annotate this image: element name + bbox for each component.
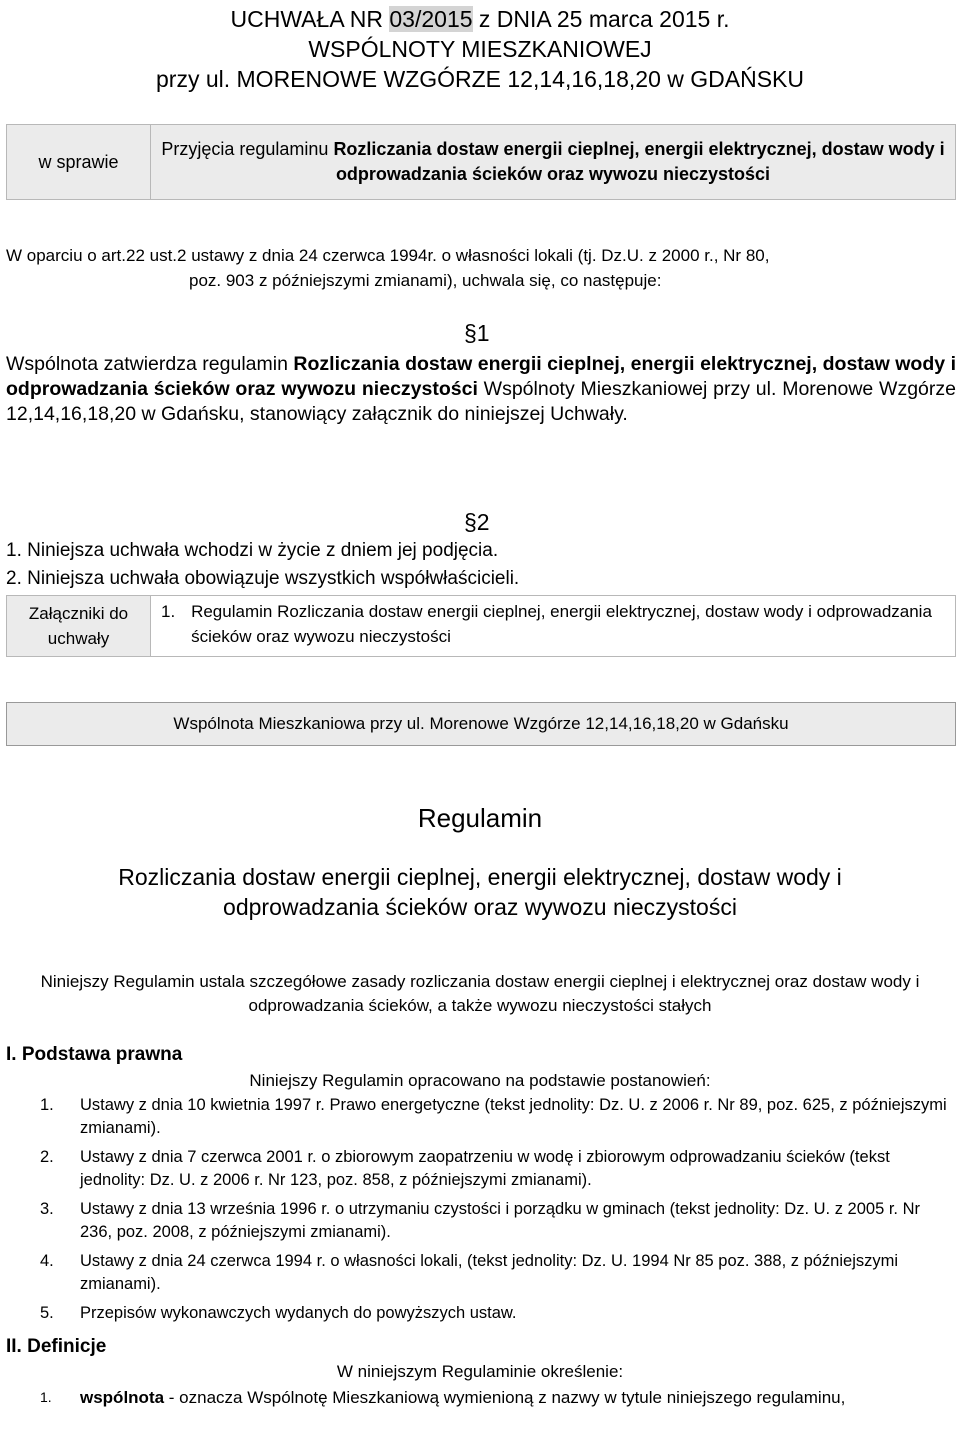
legal-basis-line-1: W oparciu o art.22 ust.2 ustawy z dnia 24 czerwca 1994r. o własności lokali (tj. Dz.U. z 2000 r., Nr 80,	[6, 246, 770, 265]
regulation-subtitle: Rozliczania dostaw energii cieplnej, energii elektrycznej, dostaw wody i odprowadzania ścieków oraz wywozu nieczystości	[118, 864, 842, 920]
list-item-text: Ustawy z dnia 10 kwietnia 1997 r. Prawo energetyczne (tekst jednolity: Dz. U. z 2006 r. Nr 89, poz. 625, z późniejszymi zmianami).	[80, 1096, 947, 1137]
definitions-lead: W niniejszym Regulaminie określenie:	[336, 1362, 624, 1381]
legal-basis-statement	[6, 243, 956, 293]
list-item-text	[80, 1386, 956, 1409]
list-item	[40, 1302, 956, 1325]
regulation-title: Regulamin	[417, 803, 543, 833]
section-2-item: 1. Niniejsza uchwała wchodzi w życie z dniem jej podjęcia.	[6, 540, 499, 561]
resolution-title-prefix: UCHWAŁA NR	[230, 6, 390, 32]
list-item	[40, 1146, 956, 1192]
list-item-number: 3.	[40, 1200, 54, 1218]
subject-prefix: Przyjęcia regulaminu	[161, 139, 334, 159]
list-item	[40, 1198, 956, 1244]
section-1-suffix: Wspólnoty Mieszkaniowej przy ul. Morenowe Wzgórze 12,14,16,18,20 w Gdańsku, stanowiący załącznik do niniejszej Uchwały.	[6, 378, 956, 425]
legal-basis-list	[40, 1094, 956, 1331]
list-item-number: 2.	[40, 1148, 54, 1166]
section-1-prefix: Wspólnota zatwierdza regulamin	[6, 353, 294, 375]
legal-basis-line-2: poz. 903 z późniejszymi zmianami), uchwala się, co następuje:	[189, 271, 662, 290]
section-2-item: 2. Niniejsza uchwała obowiązuje wszystkich współwłaścicieli.	[6, 568, 520, 589]
list-item	[40, 1386, 956, 1409]
resolution-title	[0, 4, 960, 34]
definitions-list	[40, 1386, 956, 1409]
section-2-mark: §2	[464, 509, 490, 535]
attachments-label: Załączniki do uchwały	[7, 596, 151, 656]
list-item-text: Przepisów wykonawczych wydanych do powyższych ustaw.	[80, 1304, 517, 1322]
list-item-number: 1.	[40, 1096, 54, 1114]
section-1-mark: §1	[464, 320, 490, 346]
legal-basis-lead: Niniejszy Regulamin opracowano na podstawie postanowień:	[249, 1071, 711, 1090]
resolution-date: z DNIA 25 marca 2015 r.	[472, 6, 730, 32]
resolution-number: 03/2015	[389, 6, 473, 32]
attachment-text: Regulamin Rozliczania dostaw energii cieplnej, energii elektrycznej, dostaw wody i odprowadzania ścieków oraz wywozu nieczystości	[191, 602, 932, 646]
definitions-heading: II. Definicje	[6, 1336, 107, 1357]
section-1-text	[6, 352, 956, 427]
subject-text	[151, 125, 955, 199]
section-1-bold: Rozliczania dostaw energii cieplnej, energii elektrycznej, dostaw wody i odprowadzania ścieków oraz wywozu nieczystości	[6, 353, 956, 400]
list-item	[40, 1250, 956, 1296]
list-item-text: Ustawy z dnia 13 września 1996 r. o utrzymaniu czystości i porządku w gminach (tekst jednolity: Dz. U. z 2005 r. Nr 236, poz. 2008, z późniejszymi zmianami).	[80, 1200, 921, 1241]
subject-label: w sprawie	[7, 125, 151, 199]
list-item-text: Ustawy z dnia 24 czerwca 1994 r. o własności lokali, (tekst jednolity: Dz. U. 1994 Nr 85 poz. 388, z późniejszymi zmianami).	[80, 1252, 899, 1293]
attachments-box	[6, 595, 956, 657]
regulation-intro: Niniejszy Regulamin ustala szczegółowe zasady rozliczania dostaw energii cieplnej i elektrycznej oraz dostaw wody i odprowadzania ścieków, a także wywozu nieczystości stałych	[40, 972, 920, 1015]
list-item-text: Ustawy z dnia 7 czerwca 2001 r. o zbiorowym zaopatrzeniu w wodę i zbiorowym odprowadzaniu ścieków (tekst jednolity: Dz. U. z 2006 r. Nr 123, poz. 858, z późniejszymi zmianami).	[80, 1148, 890, 1189]
attachment-item	[151, 596, 955, 656]
legal-basis-heading: I. Podstawa prawna	[6, 1044, 183, 1065]
community-address: przy ul. MORENOWE WZGÓRZE 12,14,16,18,20 w GDAŃSKU	[156, 66, 804, 92]
owner-banner: Wspólnota Mieszkaniowa przy ul. Morenowe Wzgórze 12,14,16,18,20 w Gdańsku	[6, 702, 956, 746]
list-item-number: 5.	[40, 1304, 54, 1322]
definition-term: wspólnota	[80, 1388, 165, 1407]
attachment-number: 1.	[161, 602, 176, 621]
list-item-number: 4.	[40, 1252, 54, 1270]
definition-text: - oznacza Wspólnotę Mieszkaniową wymienioną z nazwy w tytule niniejszego regulaminu,	[164, 1388, 846, 1407]
subject-box	[6, 124, 956, 200]
list-item	[40, 1094, 956, 1140]
community-name: WSPÓLNOTY MIESZKANIOWEJ	[308, 36, 652, 62]
subject-bold: Rozliczania dostaw energii cieplnej, energii elektrycznej, dostaw wody i odprowadzania ścieków oraz wywozu nieczystości	[333, 139, 945, 184]
list-item-number: 1.	[40, 1389, 52, 1405]
